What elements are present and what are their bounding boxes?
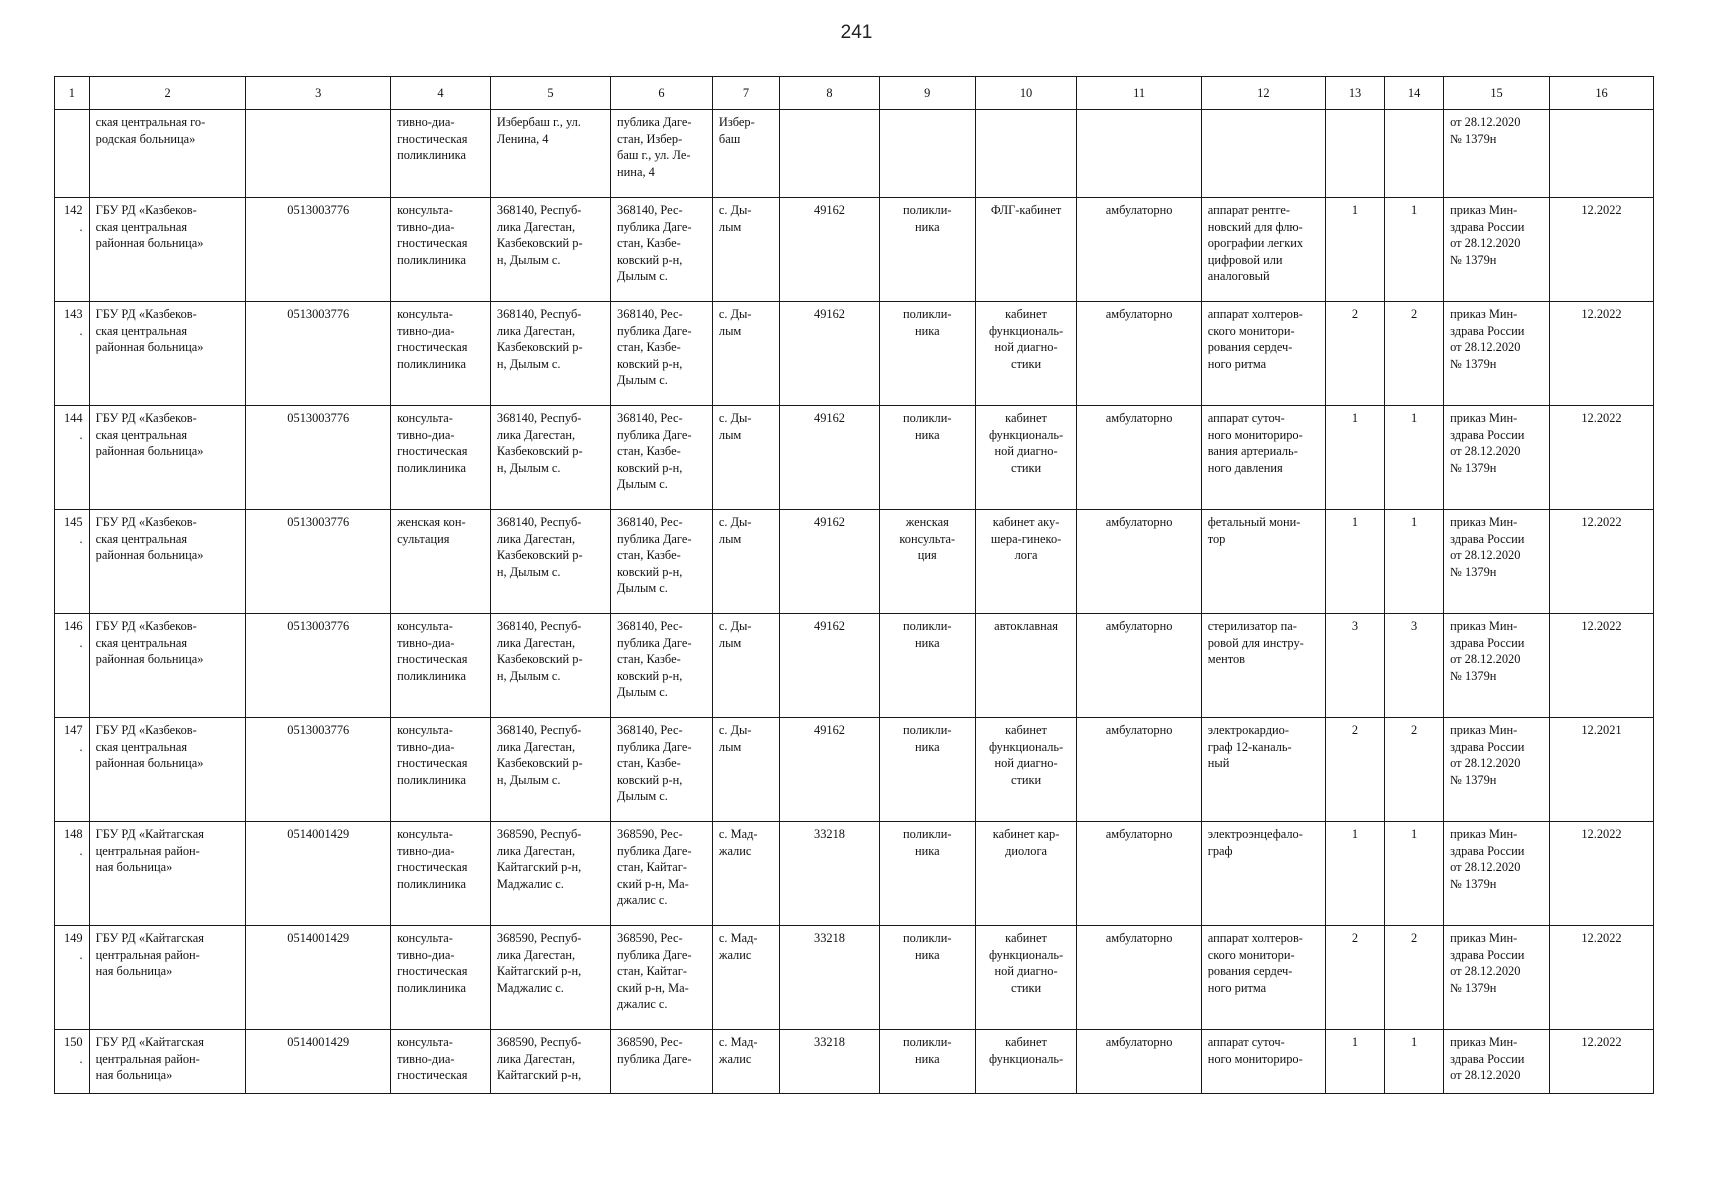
equipment-cell	[1201, 110, 1325, 198]
settlement-cell: с. Ды- лым	[712, 614, 779, 718]
code-cell: 49162	[780, 510, 880, 614]
inn-cell: 0513003776	[246, 510, 391, 614]
row-number: 142.	[55, 198, 90, 302]
facility-type-cell: поликли- ника	[879, 718, 975, 822]
facility-type-cell: поликли- ника	[879, 822, 975, 926]
column-header: 6	[611, 77, 713, 110]
row-number: 150.	[55, 1030, 90, 1094]
date-cell: 12.2022	[1550, 1030, 1654, 1094]
care-mode-cell: амбулаторно	[1077, 406, 1201, 510]
order-cell: приказ Мин- здрава России от 28.12.2020 № 1379н	[1444, 614, 1550, 718]
table-row	[55, 110, 1654, 198]
date-cell: 12.2022	[1550, 198, 1654, 302]
column-header: 4	[391, 77, 491, 110]
settlement-cell: с. Мад- жалис	[712, 1030, 779, 1094]
care-mode-cell: амбулаторно	[1077, 302, 1201, 406]
table-row	[55, 406, 1654, 510]
row-number: 146.	[55, 614, 90, 718]
unit-cell: консульта- тивно-диа- гностическая	[391, 1030, 491, 1094]
column-header: 1	[55, 77, 90, 110]
care-mode-cell: амбулаторно	[1077, 198, 1201, 302]
inn-cell: 0513003776	[246, 614, 391, 718]
unit-cell: консульта- тивно-диа- гностическая поликлиника	[391, 406, 491, 510]
address-full-cell: 368590, Рес- публика Даге-	[611, 1030, 713, 1094]
quantity-cell: 2	[1325, 302, 1384, 406]
room-cell: кабинет функциональ- ной диагно- стики	[975, 926, 1077, 1030]
address-full-cell: 368590, Рес- публика Даге- стан, Кайтаг- ский р-н, Ма- джалис с.	[611, 822, 713, 926]
address-cell: Избербаш г., ул. Ленина, 4	[490, 110, 610, 198]
quantity-cell	[1385, 110, 1444, 198]
quantity-cell: 2	[1325, 926, 1384, 1030]
care-mode-cell: амбулаторно	[1077, 1030, 1201, 1094]
unit-cell: тивно-диа- гностическая поликлиника	[391, 110, 491, 198]
order-cell: приказ Мин- здрава России от 28.12.2020 № 1379н	[1444, 926, 1550, 1030]
column-header: 2	[89, 77, 246, 110]
organization-cell: ГБУ РД «Кайтагская центральная район- ная больница»	[89, 822, 246, 926]
column-header: 14	[1385, 77, 1444, 110]
date-cell: 12.2022	[1550, 926, 1654, 1030]
room-cell: кабинет кар- диолога	[975, 822, 1077, 926]
organization-cell: ская центральная го- родская больница»	[89, 110, 246, 198]
column-header: 12	[1201, 77, 1325, 110]
date-cell: 12.2022	[1550, 406, 1654, 510]
table-row	[55, 198, 1654, 302]
unit-cell: консульта- тивно-диа- гностическая поликлиника	[391, 822, 491, 926]
care-mode-cell: амбулаторно	[1077, 510, 1201, 614]
quantity-cell: 3	[1325, 614, 1384, 718]
settlement-cell: с. Мад- жалис	[712, 822, 779, 926]
equipment-cell: аппарат холтеров- ского монитори- рования сердеч- ного ритма	[1201, 302, 1325, 406]
code-cell: 49162	[780, 302, 880, 406]
unit-cell: консульта- тивно-диа- гностическая поликлиника	[391, 718, 491, 822]
unit-cell: консульта- тивно-диа- гностическая поликлиника	[391, 198, 491, 302]
address-cell: 368140, Респуб- лика Дагестан, Казбековский р- н, Дылым с.	[490, 406, 610, 510]
table-row	[55, 718, 1654, 822]
inn-cell: 0514001429	[246, 822, 391, 926]
table-row	[55, 822, 1654, 926]
header-row	[55, 77, 1654, 110]
facility-type-cell: поликли- ника	[879, 198, 975, 302]
address-cell: 368590, Респуб- лика Дагестан, Кайтагский р-н, Маджалис с.	[490, 822, 610, 926]
address-cell: 368140, Респуб- лика Дагестан, Казбековский р- н, Дылым с.	[490, 614, 610, 718]
settlement-cell: с. Ды- лым	[712, 198, 779, 302]
quantity-cell: 1	[1385, 822, 1444, 926]
equipment-cell: аппарат суточ- ного мониториро- вания артериаль- ного давления	[1201, 406, 1325, 510]
facility-type-cell: поликли- ника	[879, 1030, 975, 1094]
table-row	[55, 510, 1654, 614]
room-cell: кабинет функциональ- ной диагно- стики	[975, 406, 1077, 510]
order-cell: приказ Мин- здрава России от 28.12.2020 № 1379н	[1444, 718, 1550, 822]
room-cell: кабинет аку- шера-гинеко- лога	[975, 510, 1077, 614]
column-header: 3	[246, 77, 391, 110]
date-cell	[1550, 110, 1654, 198]
facility-type-cell: женская консульта- ция	[879, 510, 975, 614]
row-number: 144.	[55, 406, 90, 510]
order-cell: приказ Мин- здрава России от 28.12.2020 № 1379н	[1444, 822, 1550, 926]
date-cell: 12.2022	[1550, 510, 1654, 614]
code-cell: 49162	[780, 406, 880, 510]
organization-cell: ГБУ РД «Казбеков- ская центральная районная больница»	[89, 406, 246, 510]
room-cell: кабинет функциональ- ной диагно- стики	[975, 302, 1077, 406]
address-cell: 368140, Респуб- лика Дагестан, Казбековский р- н, Дылым с.	[490, 510, 610, 614]
quantity-cell: 1	[1325, 198, 1384, 302]
address-full-cell: 368140, Рес- публика Даге- стан, Казбе- ковский р-н, Дылым с.	[611, 510, 713, 614]
equipment-cell: аппарат рентге- новский для флю- орографии легких цифровой или аналоговый	[1201, 198, 1325, 302]
equipment-cell: аппарат суточ- ного мониториро-	[1201, 1030, 1325, 1094]
quantity-cell: 1	[1385, 510, 1444, 614]
organization-cell: ГБУ РД «Казбеков- ская центральная районная больница»	[89, 510, 246, 614]
organization-cell: ГБУ РД «Казбеков- ская центральная районная больница»	[89, 302, 246, 406]
address-cell: 368140, Респуб- лика Дагестан, Казбековский р- н, Дылым с.	[490, 302, 610, 406]
code-cell	[780, 110, 880, 198]
organization-cell: ГБУ РД «Кайтагская центральная район- ная больница»	[89, 1030, 246, 1094]
order-cell: приказ Мин- здрава России от 28.12.2020 № 1379н	[1444, 510, 1550, 614]
code-cell: 49162	[780, 614, 880, 718]
date-cell: 12.2022	[1550, 822, 1654, 926]
address-cell: 368590, Респуб- лика Дагестан, Кайтагский р-н, Маджалис с.	[490, 926, 610, 1030]
inn-cell: 0513003776	[246, 718, 391, 822]
table-body	[55, 110, 1654, 1094]
table-row	[55, 614, 1654, 718]
code-cell: 33218	[780, 1030, 880, 1094]
equipment-cell: электроэнцефало- граф	[1201, 822, 1325, 926]
date-cell: 12.2022	[1550, 614, 1654, 718]
care-mode-cell: амбулаторно	[1077, 822, 1201, 926]
quantity-cell: 2	[1385, 302, 1444, 406]
column-header: 7	[712, 77, 779, 110]
inn-cell: 0513003776	[246, 198, 391, 302]
address-full-cell: публика Даге- стан, Избер- баш г., ул. Ле- нина, 4	[611, 110, 713, 198]
quantity-cell: 1	[1325, 406, 1384, 510]
inn-cell: 0514001429	[246, 1030, 391, 1094]
settlement-cell: с. Ды- лым	[712, 718, 779, 822]
quantity-cell: 2	[1385, 926, 1444, 1030]
equipment-cell: фетальный мони- тор	[1201, 510, 1325, 614]
column-header: 15	[1444, 77, 1550, 110]
room-cell: автоклавная	[975, 614, 1077, 718]
address-full-cell: 368140, Рес- публика Даге- стан, Казбе- ковский р-н, Дылым с.	[611, 718, 713, 822]
table-row	[55, 926, 1654, 1030]
code-cell: 33218	[780, 822, 880, 926]
column-header: 9	[879, 77, 975, 110]
equipment-cell: электрокардио- граф 12-каналь- ный	[1201, 718, 1325, 822]
quantity-cell: 2	[1325, 718, 1384, 822]
settlement-cell: с. Ды- лым	[712, 406, 779, 510]
room-cell: кабинет функциональ-	[975, 1030, 1077, 1094]
room-cell: ФЛГ-кабинет	[975, 198, 1077, 302]
organization-cell: ГБУ РД «Кайтагская центральная район- ная больница»	[89, 926, 246, 1030]
date-cell: 12.2022	[1550, 302, 1654, 406]
column-header: 5	[490, 77, 610, 110]
facility-type-cell: поликли- ника	[879, 406, 975, 510]
address-cell: 368140, Респуб- лика Дагестан, Казбековский р- н, Дылым с.	[490, 198, 610, 302]
order-cell: приказ Мин- здрава России от 28.12.2020 № 1379н	[1444, 302, 1550, 406]
address-full-cell: 368140, Рес- публика Даге- стан, Казбе- ковский р-н, Дылым с.	[611, 302, 713, 406]
equipment-cell: стерилизатор па- ровой для инстру- ментов	[1201, 614, 1325, 718]
order-cell: от 28.12.2020 № 1379н	[1444, 110, 1550, 198]
facility-type-cell: поликли- ника	[879, 614, 975, 718]
room-cell	[975, 110, 1077, 198]
code-cell: 49162	[780, 198, 880, 302]
code-cell: 49162	[780, 718, 880, 822]
row-number: 149.	[55, 926, 90, 1030]
column-header: 10	[975, 77, 1077, 110]
care-mode-cell: амбулаторно	[1077, 926, 1201, 1030]
unit-cell: консульта- тивно-диа- гностическая поликлиника	[391, 926, 491, 1030]
address-full-cell: 368140, Рес- публика Даге- стан, Казбе- ковский р-н, Дылым с.	[611, 198, 713, 302]
quantity-cell: 3	[1385, 614, 1444, 718]
quantity-cell: 1	[1325, 822, 1384, 926]
address-full-cell: 368590, Рес- публика Даге- стан, Кайтаг- ский р-н, Ма- джалис с.	[611, 926, 713, 1030]
organization-cell: ГБУ РД «Казбеков- ская центральная районная больница»	[89, 198, 246, 302]
settlement-cell: с. Мад- жалис	[712, 926, 779, 1030]
quantity-cell: 1	[1385, 1030, 1444, 1094]
column-header: 8	[780, 77, 880, 110]
row-number: 143.	[55, 302, 90, 406]
settlement-cell: с. Ды- лым	[712, 510, 779, 614]
row-number	[55, 110, 90, 198]
order-cell: приказ Мин- здрава России от 28.12.2020 № 1379н	[1444, 198, 1550, 302]
settlement-cell: с. Ды- лым	[712, 302, 779, 406]
inn-cell	[246, 110, 391, 198]
facility-type-cell: поликли- ника	[879, 302, 975, 406]
facility-type-cell	[879, 110, 975, 198]
order-cell: приказ Мин- здрава России от 28.12.2020	[1444, 1030, 1550, 1094]
inn-cell: 0514001429	[246, 926, 391, 1030]
table-row	[55, 1030, 1654, 1094]
row-number: 147.	[55, 718, 90, 822]
room-cell: кабинет функциональ- ной диагно- стики	[975, 718, 1077, 822]
equipment-cell: аппарат холтеров- ского монитори- рования сердеч- ного ритма	[1201, 926, 1325, 1030]
table-row	[55, 302, 1654, 406]
address-cell: 368590, Респуб- лика Дагестан, Кайтагский р-н,	[490, 1030, 610, 1094]
care-mode-cell: амбулаторно	[1077, 718, 1201, 822]
care-mode-cell	[1077, 110, 1201, 198]
column-header: 13	[1325, 77, 1384, 110]
row-number: 148.	[55, 822, 90, 926]
address-full-cell: 368140, Рес- публика Даге- стан, Казбе- ковский р-н, Дылым с.	[611, 406, 713, 510]
quantity-cell: 1	[1325, 1030, 1384, 1094]
page-number: 241	[840, 22, 873, 43]
unit-cell: женская кон- сультация	[391, 510, 491, 614]
quantity-cell: 1	[1385, 406, 1444, 510]
code-cell: 33218	[780, 926, 880, 1030]
organization-cell: ГБУ РД «Казбеков- ская центральная районная больница»	[89, 614, 246, 718]
equipment-table	[54, 76, 1654, 1094]
row-number: 145.	[55, 510, 90, 614]
order-cell: приказ Мин- здрава России от 28.12.2020 № 1379н	[1444, 406, 1550, 510]
quantity-cell	[1325, 110, 1384, 198]
address-full-cell: 368140, Рес- публика Даге- стан, Казбе- ковский р-н, Дылым с.	[611, 614, 713, 718]
date-cell: 12.2021	[1550, 718, 1654, 822]
care-mode-cell: амбулаторно	[1077, 614, 1201, 718]
column-header: 16	[1550, 77, 1654, 110]
quantity-cell: 1	[1385, 198, 1444, 302]
unit-cell: консульта- тивно-диа- гностическая поликлиника	[391, 302, 491, 406]
inn-cell: 0513003776	[246, 406, 391, 510]
address-cell: 368140, Респуб- лика Дагестан, Казбековский р- н, Дылым с.	[490, 718, 610, 822]
settlement-cell: Избер- баш	[712, 110, 779, 198]
inn-cell: 0513003776	[246, 302, 391, 406]
organization-cell: ГБУ РД «Казбеков- ская центральная районная больница»	[89, 718, 246, 822]
unit-cell: консульта- тивно-диа- гностическая поликлиника	[391, 614, 491, 718]
facility-type-cell: поликли- ника	[879, 926, 975, 1030]
quantity-cell: 1	[1325, 510, 1384, 614]
column-header: 11	[1077, 77, 1201, 110]
quantity-cell: 2	[1385, 718, 1444, 822]
